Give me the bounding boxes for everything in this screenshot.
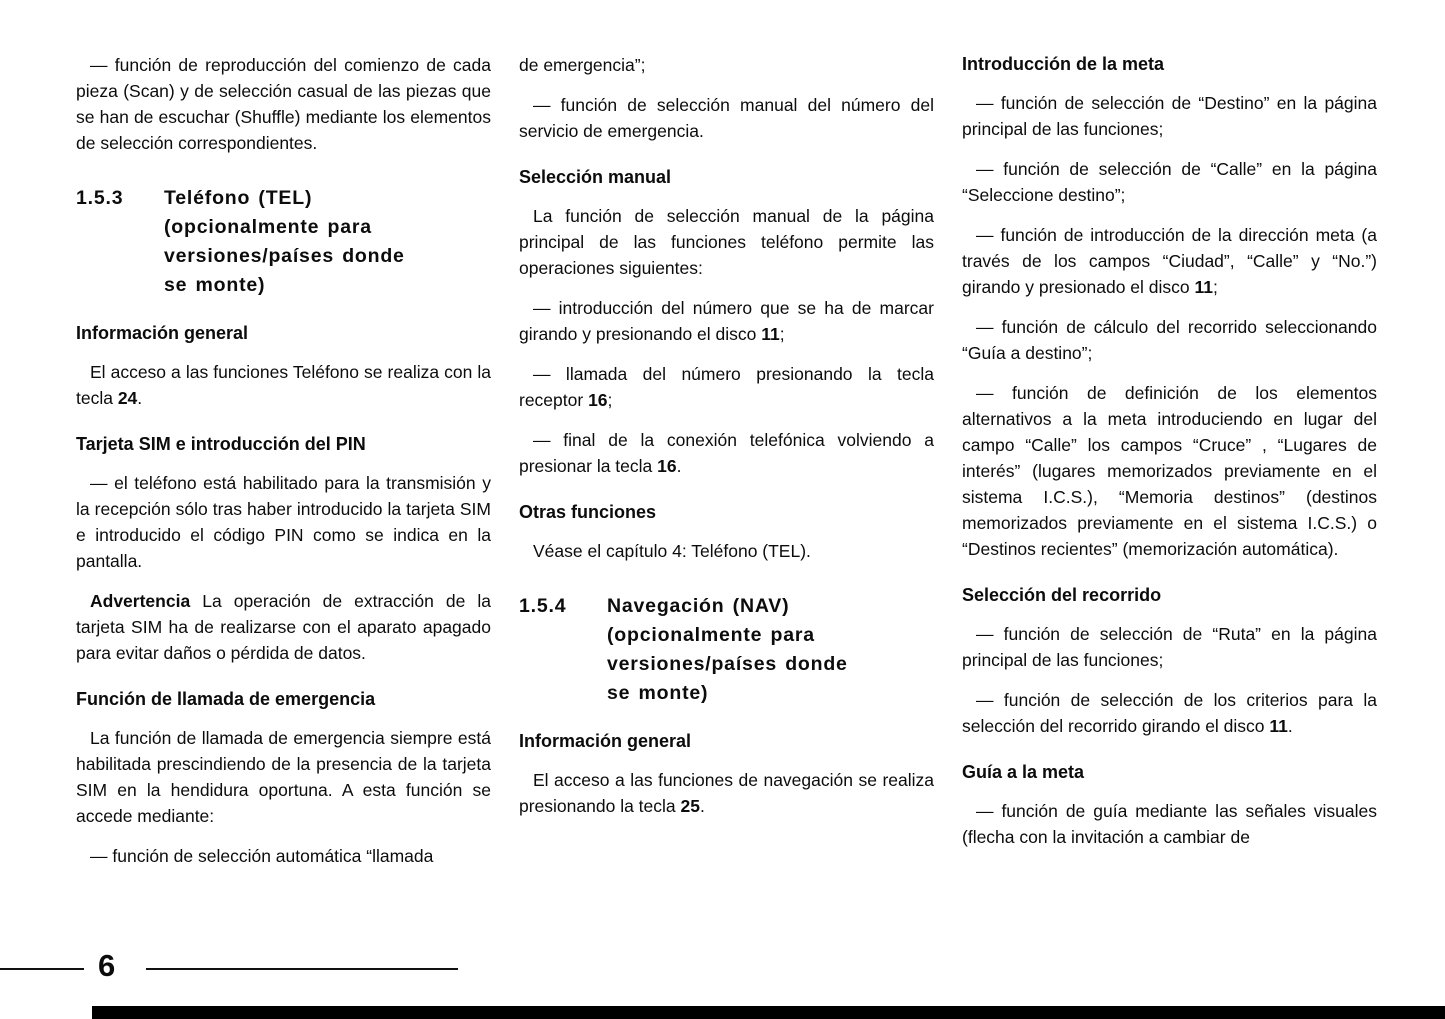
paragraph (519, 427, 934, 479)
page-number: 6 (98, 948, 116, 983)
text-run: — función de selección manual del número del servicio de emergencia. (519, 95, 934, 141)
subheading: Tarjeta SIM e introducción del PIN (76, 434, 366, 454)
text-run: — función de selección de los criterios para la selección del recorrido girando el disco (962, 690, 1377, 736)
text-run: — función de selección de “Ruta” en la página principal de las funciones; (962, 624, 1377, 670)
bold-run: 16 (657, 456, 677, 476)
text-run: ; (1213, 277, 1218, 297)
text-run: — función de selección de “Destino” en la página principal de las funciones; (962, 93, 1377, 139)
text-run: — el teléfono está habilitado para la transmisión y la recepción sólo tras haber introducido la tarjeta SIM e introducido el código PIN como se indica en la pantalla. (76, 473, 491, 571)
bold-run: 11 (761, 324, 780, 344)
text-run: La operación de extracción de la tarjeta SIM ha de realizarse con el aparato apagado para evitar daños o pérdida de datos. (76, 591, 491, 663)
footer-rule-right (146, 968, 458, 970)
bold-run: Advertencia (90, 591, 191, 611)
section-heading (76, 184, 491, 300)
paragraph (76, 470, 491, 574)
text-run: — final de la conexión telefónica volviendo a presionar la tecla (519, 430, 934, 476)
section-title-line: se monte) (164, 274, 266, 296)
text-run: — llamada del número presionando la tecla receptor (519, 364, 934, 410)
paragraph (962, 380, 1377, 562)
text-columns (76, 52, 1376, 883)
paragraph (76, 843, 491, 869)
text-run: de emergencia”; (519, 55, 646, 75)
subheading: Otras funciones (519, 502, 657, 522)
subheading: Información general (76, 323, 249, 343)
text-run: — función de selección automática “llamada (90, 846, 434, 866)
paragraph (962, 621, 1377, 673)
section-title (164, 184, 491, 300)
text-run: — función de introducción de la dirección meta (a través de los campos “Ciudad”, “Calle” y “No.”) girando y presionado el disco (962, 225, 1377, 297)
text-run: El acceso a las funciones Teléfono se realiza con la tecla (76, 362, 491, 408)
subheading: Función de llamada de emergencia (76, 689, 376, 709)
text-run: Véase el capítulo 4: Teléfono (TEL). (533, 541, 811, 561)
text-run: — introducción del número que se ha de marcar girando y presionando el disco (519, 298, 934, 344)
paragraph (962, 222, 1377, 300)
subheading: Información general (519, 731, 692, 751)
column-3 (962, 52, 1377, 883)
text-run: — función de guía mediante las señales visuales (flecha con la invitación a cambiar de (962, 801, 1377, 847)
paragraph (519, 767, 934, 819)
subheading: Guía a la meta (962, 762, 1085, 782)
text-run: ; (607, 390, 613, 410)
paragraph (962, 90, 1377, 142)
paragraph (519, 538, 934, 564)
subheading: Introducción de la meta (962, 54, 1165, 74)
paragraph (962, 156, 1377, 208)
text-run: ; (779, 324, 785, 344)
footer-bottom-bar (92, 1006, 1445, 1019)
paragraph (519, 52, 934, 78)
paragraph (76, 725, 491, 829)
section-title-line: (opcionalmente para (607, 624, 815, 646)
column-2 (519, 52, 934, 883)
section-title-line: se monte) (607, 682, 709, 704)
text-run: — función de selección de “Calle” en la página “Seleccione destino”; (962, 159, 1377, 205)
paragraph (519, 203, 934, 281)
text-run: . (699, 796, 705, 816)
section-title-line: (opcionalmente para (164, 216, 372, 238)
subheading: Selección manual (519, 167, 672, 187)
paragraph (962, 314, 1377, 366)
section-number: 1.5.4 (519, 595, 567, 617)
paragraph (519, 92, 934, 144)
paragraph (519, 295, 934, 347)
bold-run: 16 (588, 390, 608, 410)
text-run: . (1287, 716, 1293, 736)
section-number: 1.5.3 (76, 187, 124, 209)
text-run: La función de selección manual de la página principal de las funciones teléfono permite las operaciones siguientes: (519, 206, 934, 278)
paragraph (519, 361, 934, 413)
text-run: . (676, 456, 682, 476)
bold-run: 24 (117, 388, 138, 408)
text-run: — función de definición de los elementos alternativos a la meta introduciendo en lugar del campo “Calle” los campos “Cruce” , “Lugares de interés” (lugares memorizados previamente en el sistema I.C.S.), “Memoria destinos” (destinos memorizados previamente en el sistema I.C.S.) o “Destinos recientes” (memorización automática). (962, 383, 1377, 559)
bold-run: 11 (1269, 716, 1288, 736)
paragraph (962, 687, 1377, 739)
footer-rule-left (0, 968, 84, 970)
text-run: — función de cálculo del recorrido seleccionando “Guía a destino”; (962, 317, 1377, 363)
section-title-line: versiones/países donde (164, 245, 405, 267)
paragraph (76, 359, 491, 411)
column-1 (76, 52, 491, 883)
paragraph (76, 588, 491, 666)
text-run: . (137, 388, 143, 408)
page-footer (0, 946, 1445, 1019)
section-title-line: versiones/países donde (607, 653, 848, 675)
section-heading (519, 592, 934, 708)
section-title-line: Teléfono (TEL) (164, 187, 313, 209)
subheading: Selección del recorrido (962, 585, 1162, 605)
section-title (607, 592, 934, 708)
paragraph (962, 798, 1377, 850)
text-run: — función de reproducción del comienzo de cada pieza (Scan) y de selección casual de las piezas que se han de escuchar (Shuffle) mediante los elementos de selección correspondientes. (76, 55, 491, 153)
text-run: La función de llamada de emergencia siempre está habilitada prescindiendo de la presencia de la tarjeta SIM en la hendidura oportuna. A esta función se accede mediante: (76, 728, 491, 826)
bold-run: 11 (1194, 277, 1214, 297)
paragraph (76, 52, 491, 156)
text-run: El acceso a las funciones de navegación se realiza presionando la tecla (519, 770, 934, 816)
bold-run: 25 (680, 796, 700, 816)
section-title-line: Navegación (NAV) (607, 595, 790, 617)
